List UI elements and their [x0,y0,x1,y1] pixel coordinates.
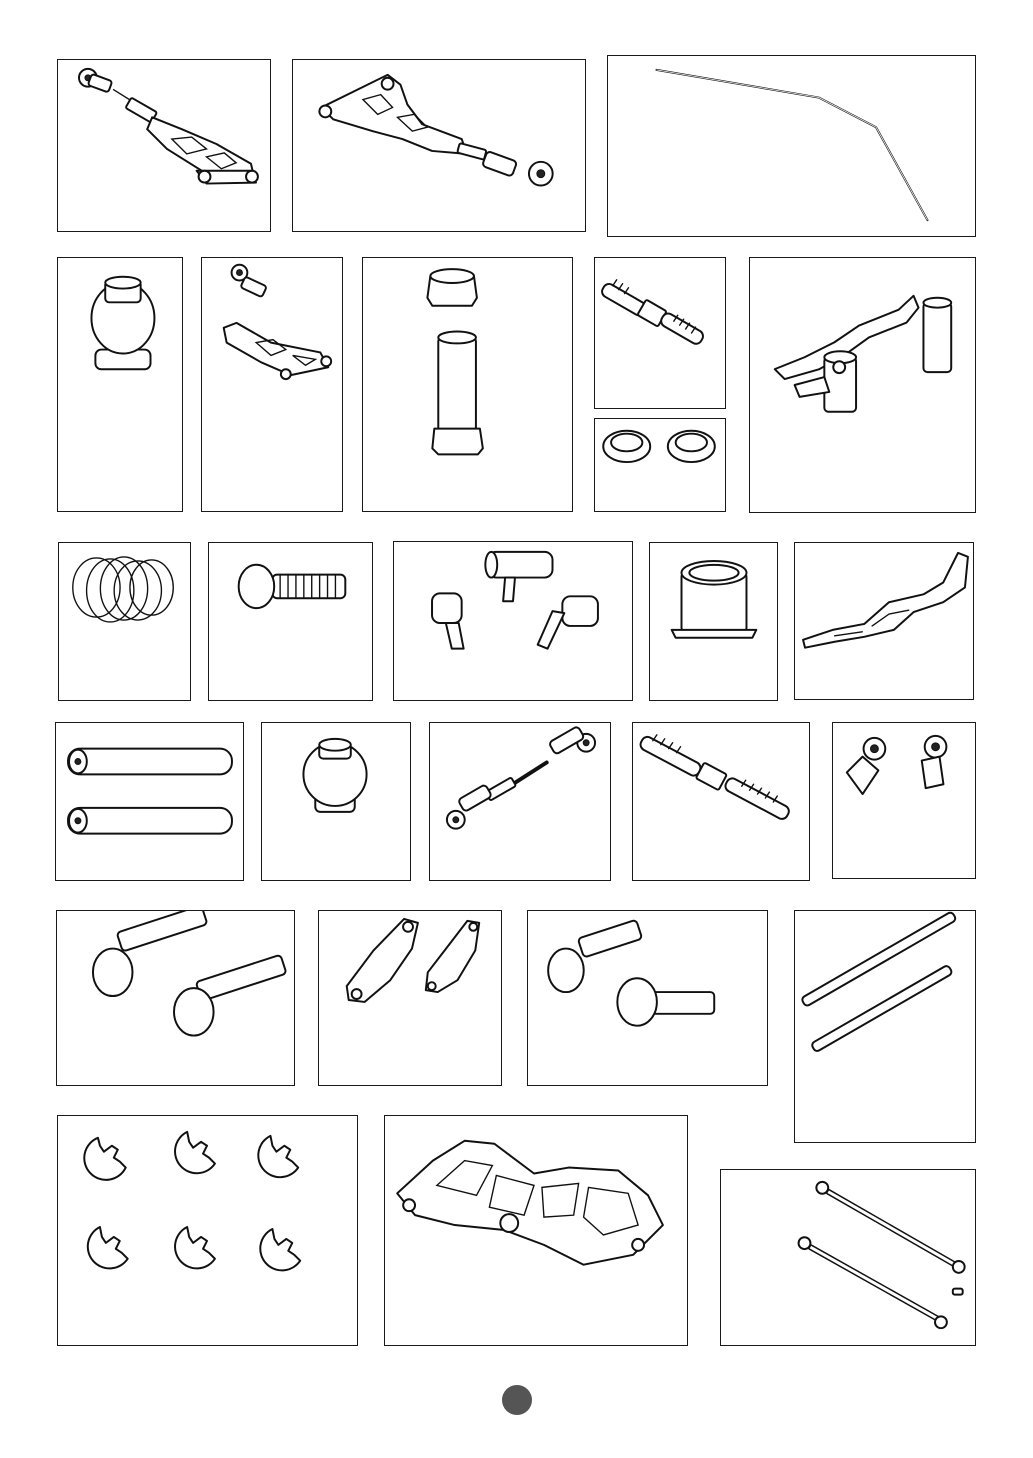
turnbuckle-rod-icon [595,258,725,408]
screw-icon [209,543,372,700]
bellcrank-icon [750,258,975,512]
screw-pair-icon [57,911,294,1085]
part-panel-hinge-pin-holders [318,910,502,1086]
part-panel-threaded-rod [594,257,726,409]
part-panel-ball-stud [57,257,183,512]
page-number [502,1385,532,1415]
turnbuckle-rod-icon [633,723,809,880]
e-clip-icon [84,1138,125,1180]
link-bar-icon [795,543,973,699]
e-clip-icon [258,1136,298,1177]
part-panel-steering-bellcrank [749,257,976,513]
part-panel-long-screws [56,910,295,1086]
part-panel-sway-bar [607,55,976,237]
coil-spring-icon [59,543,190,700]
suspension-arm-icon [385,1116,687,1345]
part-panel-hinge-pins [794,910,976,1143]
e-clip-icon [260,1229,300,1270]
part-panel-arm-and-rod-end [201,257,343,512]
turnbuckle-with-ends-icon [430,723,610,880]
arm-with-turnbuckle-icon [293,60,585,231]
bearings-icon [595,419,725,511]
page-number-marker [502,1385,532,1415]
flanged-bushing-icon [650,543,777,700]
pivot-ball-icon [58,258,182,511]
part-panel-turnbuckle-rod [632,722,810,881]
part-panel-turnbuckle-assembly [429,722,611,881]
part-panel-e-clips [57,1115,358,1346]
e-clip-set-icon [58,1116,357,1345]
servo-saver-parts-icon [394,542,632,700]
e-clip-icon [88,1227,128,1268]
bent-wire-icon [608,56,975,236]
part-panel-short-screws [527,910,768,1086]
part-panel-steering-posts [393,541,633,701]
long-pins-icon [795,911,975,1142]
part-panel-spring [58,542,191,701]
hollow-pins-icon [56,723,243,880]
pivot-ball-icon [262,723,410,880]
part-panel-button-screw [208,542,373,701]
part-panel-pins-pair [55,722,244,881]
holder-pair-icon [319,911,501,1085]
screw-pair-icon [528,911,767,1085]
part-panel-rear-upper-arm [292,59,586,232]
arm-with-rod-end-icon [202,258,342,511]
e-clip-icon [175,1227,215,1268]
part-panel-ball-stud-small [261,722,411,881]
part-panel-rod-ends [832,722,976,879]
e-clip-icon [175,1132,215,1173]
part-panel-bushing [649,542,778,701]
part-panel-drive-shafts [720,1169,976,1346]
part-panel-front-upper-arm [57,59,271,232]
part-panel-shock-collar-and-body [362,257,573,512]
rod-end-pair-icon [833,723,975,878]
dogbone-pair-icon [721,1170,975,1345]
part-panel-bearing-pair [594,418,726,512]
part-panel-steering-link [794,542,974,700]
arm-with-turnbuckle-icon [58,60,270,231]
part-panel-lower-arm [384,1115,688,1346]
nut-and-tube-icon [363,258,572,511]
